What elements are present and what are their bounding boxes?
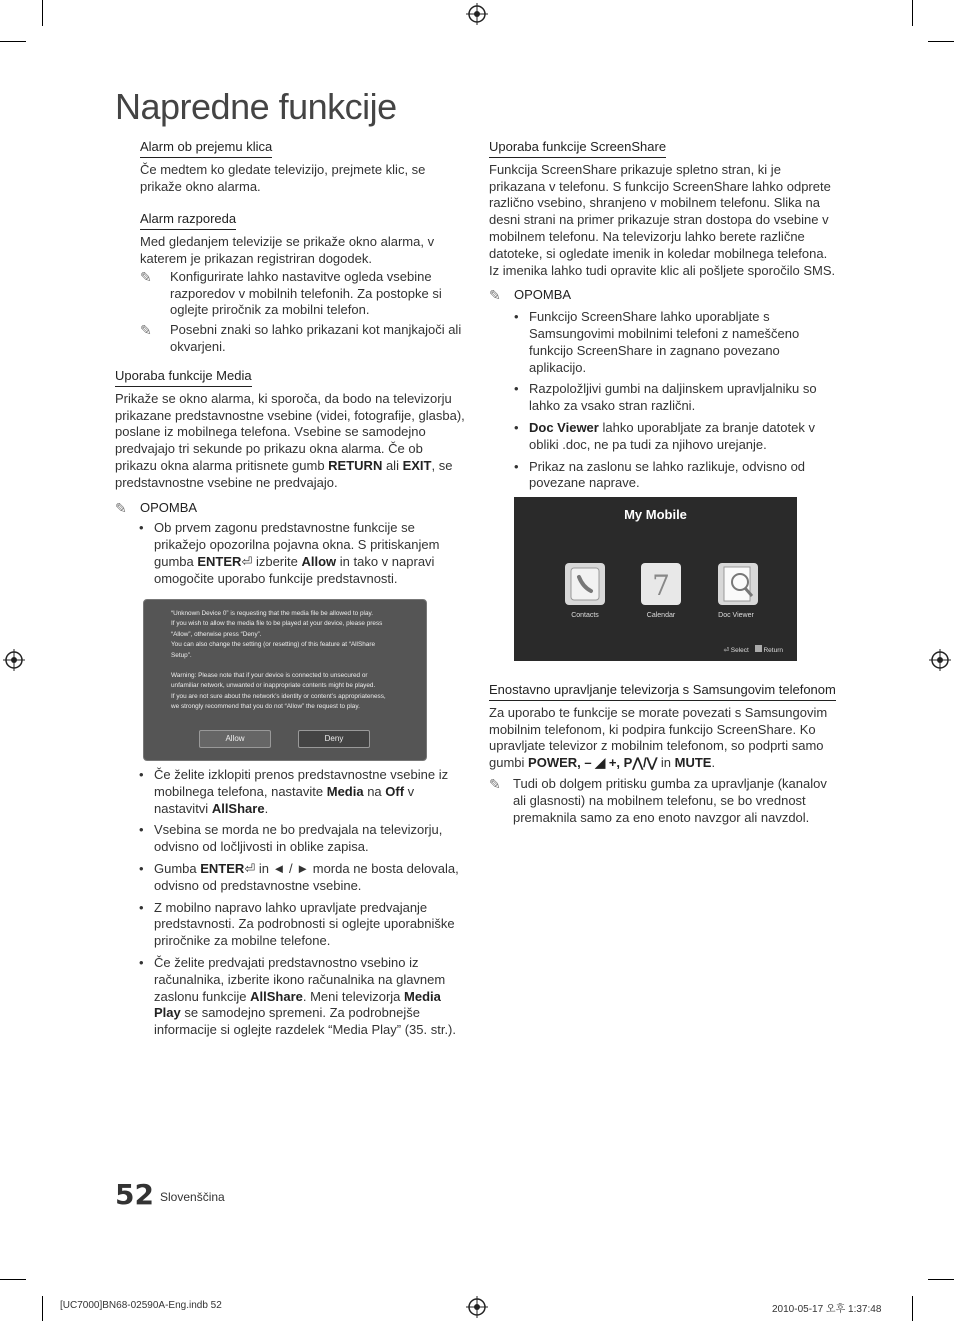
media-section — [115, 368, 465, 593]
my-mobile-screenshot — [514, 497, 797, 661]
list-item: • Če želite izklopiti prenos predstavnostne vsebine iz mobilnega telefona, nastavite Media na Off v nastavitvi AllShare. — [139, 767, 465, 817]
my-mobile-title: My Mobile — [624, 507, 687, 522]
registration-mark-icon — [929, 649, 951, 671]
list-item: • Funkcijo ScreenShare lahko uporabljate s Samsungovimi mobilnimi telefoni z nameščeno funkcijo ScreenShare in zagnano povezano aplikacijo. — [514, 309, 839, 376]
crop-mark — [912, 0, 913, 26]
note: ✎ Posebni znaki so lahko prikazani kot manjkajoči ali okvarjeni. — [140, 322, 462, 354]
list-item: • Razpoložljivi gumbi na daljinskem upravljalniku so lahko za vsako stran različni. — [514, 381, 839, 415]
footer-timestamp: 2010-05-17 오후 1:37:48 — [772, 1304, 882, 1315]
registration-mark-icon — [466, 3, 488, 25]
list-item: • Če želite predvajati predstavnostno vsebino iz računalnika, izberite ikono računalnika na glavnem zaslonu funkcije AllShare. Meni televizorja Media Play se samodejno spremeni. Za podrobnejše informacije si oglejte razdelek “Media Play” (35. str.). — [139, 955, 465, 1039]
enter-icon: ⏎ — [241, 553, 253, 569]
right-column-top — [489, 139, 839, 497]
pencil-icon: ✎ — [140, 322, 152, 339]
section-heading: Alarm razporeda — [140, 211, 236, 230]
paragraph: Za uporabo te funkcije se morate povezati s Samsungovim mobilnim telefonom, ki podpira funkcijo ScreenShare. Ko upravljate televizor z mobilnim telefonom, so podprti samo gumbi POWER, – ◢ +, P⋀/⋁ in MUTE. — [489, 704, 828, 771]
note-heading: ✎ OPOMBA — [115, 499, 198, 516]
list-item: • Ob prvem zagonu predstavnostne funkcije se prikažejo opozorilna pojavna okna. S pritiskanjem gumba ENTER⏎ izberite Allow in tako v napravi omogočite uporabo funkcije predstavnosti. — [139, 520, 465, 587]
crop-mark — [928, 41, 954, 42]
left-column-top — [140, 139, 465, 356]
registration-mark-icon — [466, 1296, 488, 1318]
list-item: • Prikaz na zaslonu se lahko razlikuje, odvisno od povezane naprave. — [514, 459, 839, 493]
pencil-icon: ✎ — [115, 499, 127, 516]
registration-mark-icon — [3, 649, 25, 671]
calendar-label: Calendar — [646, 612, 676, 619]
media-permission-dialog — [143, 599, 427, 761]
paragraph: Funkcija ScreenShare prikazuje spletno stran, ki je prikazana v telefonu. S funkcijo ScreenShare lahko odprete različno vsebino, shranjeno v mobilnem telefonu. Slika na desni strani na primer prikazuje stran dostopa do vsebine v mobilnem telefonu. Na televizorju lahko berete različne datoteke, si ogledate imenik in koledar mobilnega telefona. Iz imenika lahko tudi opravite klic ali pošljete sporočilo SMS. — [489, 161, 836, 278]
page-number: 52 — [115, 1178, 154, 1211]
crop-mark — [42, 1296, 43, 1321]
allow-button[interactable]: Allow — [199, 730, 271, 748]
note-list — [139, 520, 465, 587]
enter-icon: ⏎ — [723, 647, 729, 654]
right-column-bottom — [489, 682, 839, 826]
footer-file: [UC7000]BN68-02590A-Eng.indb 52 — [60, 1300, 222, 1311]
note-list — [139, 767, 465, 1039]
pencil-icon: ✎ — [489, 775, 501, 792]
pencil-icon: ✎ — [140, 268, 152, 285]
contacts-label: Contacts — [571, 612, 599, 619]
section-heading: Uporaba funkcije Media — [115, 368, 252, 387]
calendar-icon[interactable]: 7 — [641, 563, 681, 605]
paragraph: Če medtem ko gledate televizijo, prejmete klic, se prikaže okno alarma. — [140, 161, 426, 194]
return-icon — [755, 645, 762, 652]
list-item: • Gumba ENTER⏎ in ◄ / ► morda ne bosta delovala, odvisno od predstavnostne vsebine. — [139, 861, 465, 895]
deny-button[interactable]: Deny — [298, 730, 370, 748]
note: ✎ Konfigurirate lahko nastavitve ogleda vsebine razporedov v mobilnih telefonih. Za postopke si oglejte priročnik za mobilni telefon. — [140, 268, 442, 318]
note-list — [514, 309, 839, 492]
section-heading: Enostavno upravljanje televizorja s Samsungovim telefonom — [489, 682, 836, 701]
crop-mark — [912, 1296, 913, 1321]
note-heading: ✎ OPOMBA — [489, 287, 572, 304]
dialog-message: “Unknown Device 0” is requesting that the media file be allowed to play. If you wish to allow the media file to be played at your device, please press “Allow”, otherwise press “Deny”. You can also change the setting (or resetting) of this feature at “AllShare Setup”. Warning: Please note that if your device is connected to unsecured or unfamiliar network, unwanted or inappropriate contents might be played. If you are not sure about the network’s identity or content’s appropriateness, we strongly recommend that you do not “Allow” the request to play. — [171, 610, 386, 711]
paragraph: Med gledanjem televizije se prikaže okno alarma, v katerem je prikazan registriran dogodek. — [140, 234, 435, 266]
paragraph: Prikaže se okno alarma, ki sporoča, da bodo na televizorju prikazane predstavnostne vsebine (videi, fotografije, glasba), poslane iz mobilnega telefona. Vsebine se samodejno predvajajo tri sekunde po prikazu okna alarma. Če ob prikazu okna alarma pritisnete gumb RETURN ali EXIT, se predstavnostne vsebine ne predvajajo. — [115, 390, 465, 490]
page-title: Napredne funkcije — [115, 86, 397, 127]
crop-mark — [928, 1279, 954, 1280]
enter-icon: ⏎ — [244, 860, 256, 876]
crop-mark — [0, 41, 26, 42]
footer-hints: ⏎ Select Return — [723, 647, 783, 654]
section-heading: Alarm ob prejemu klica — [140, 139, 272, 158]
section-heading: Uporaba funkcije ScreenShare — [489, 139, 666, 158]
doc-viewer-label: Doc Viewer — [718, 612, 754, 619]
list-item: • Vsebina se morda ne bo predvajala na televizorju, odvisno od ločljivosti in oblike zapisa. — [139, 822, 465, 856]
left-column-bullets — [139, 767, 465, 1044]
crop-mark — [42, 0, 43, 26]
list-item: • Doc Viewer lahko uporabljate za branje datotek v obliki .doc, ne pa tudi za njihovo urejanje. — [514, 420, 839, 454]
doc-viewer-icon[interactable] — [718, 563, 758, 605]
footer-language: Slovenščina — [160, 1190, 225, 1204]
pencil-icon: ✎ — [489, 287, 501, 304]
list-item: • Z mobilno napravo lahko upravljate predvajanje predstavnosti. Za podrobnosti si oglejte uporabniške priročnike za mobilne telefone. — [139, 900, 465, 950]
note: ✎ Tudi ob dolgem pritisku gumba za upravljanje (kanalov ali glasnosti) na mobilnem telefonu, se bo vrednost premaknila samo za eno enoto navzgor ali navzdol. — [489, 775, 827, 825]
contacts-icon[interactable] — [565, 563, 605, 605]
crop-mark — [0, 1279, 26, 1280]
